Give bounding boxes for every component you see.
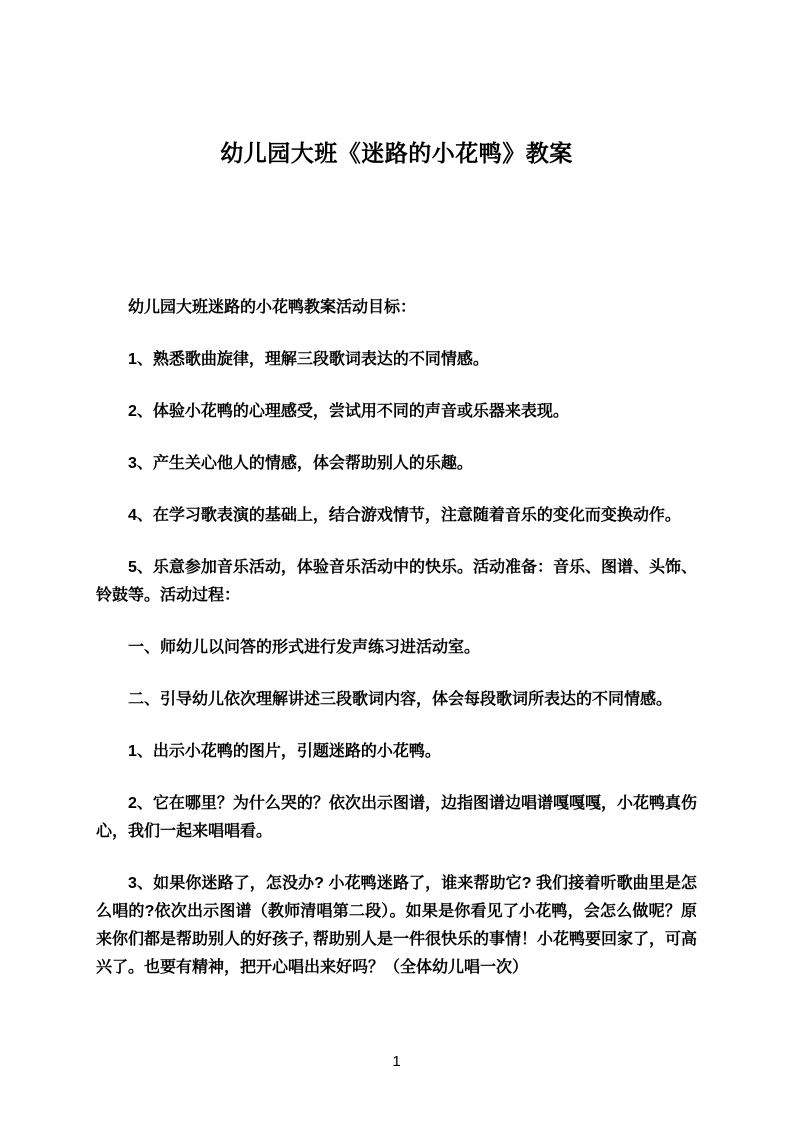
paragraph-goal-3: 3、产生关心他人的情感，体会帮助别人的乐趣。 — [128, 455, 473, 472]
paragraph-step-1: 1、出示小花鸭的图片，引题迷路的小花鸭。 — [128, 743, 441, 760]
paragraph-step-3: 3、如果你迷路了，怎没办? 小花鸭迷路了，谁来帮助它? 我们接着听歌曲里是怎么唱的?依次出示图谱（教师清唱第二段）。如果是你看见了小花鸭，会怎么做呢？原来你们都是帮助别人的好孩子, 帮助别人是一件很快乐的事情！小花鸭要回家了，可高兴了。也要有精神，把开心唱出来好吗？（全体幼儿唱一次） — [96, 875, 697, 976]
paragraph-step-2: 2、它在哪里？为什么哭的？依次出示图谱，边指图谱边唱谱嘎嘎嘎，小花鸭真伤心，我们一起来唱唱看。 — [96, 795, 697, 840]
paragraph-goal-2: 2、体验小花鸭的心理感受，尝试用不同的声音或乐器来表现。 — [128, 403, 569, 420]
paragraph-goal-1: 1、熟悉歌曲旋律，理解三段歌词表达的不同情感。 — [128, 351, 489, 368]
paragraph-section-1: 一、师幼儿以问答的形式进行发声练习进活动室。 — [128, 639, 481, 656]
page-number: 1 — [392, 1053, 401, 1070]
paragraph-section-2: 二、引导幼儿依次理解讲述三段歌词内容，体会每段歌词所表达的不同情感。 — [128, 691, 673, 708]
document-title: 幼儿园大班《迷路的小花鸭》教案 — [220, 140, 573, 166]
document-body — [96, 294, 697, 982]
paragraph-goal-heading: 幼儿园大班迷路的小花鸭教案活动目标： — [128, 299, 417, 316]
paragraph-goal-5: 5、乐意参加音乐活动，体验音乐活动中的快乐。活动准备：音乐、图谱、头饰、铃鼓等。活动过程： — [96, 559, 697, 604]
paragraph-goal-4: 4、在学习歌表演的基础上，结合游戏情节，注意随着音乐的变化而变换动作。 — [128, 507, 681, 524]
